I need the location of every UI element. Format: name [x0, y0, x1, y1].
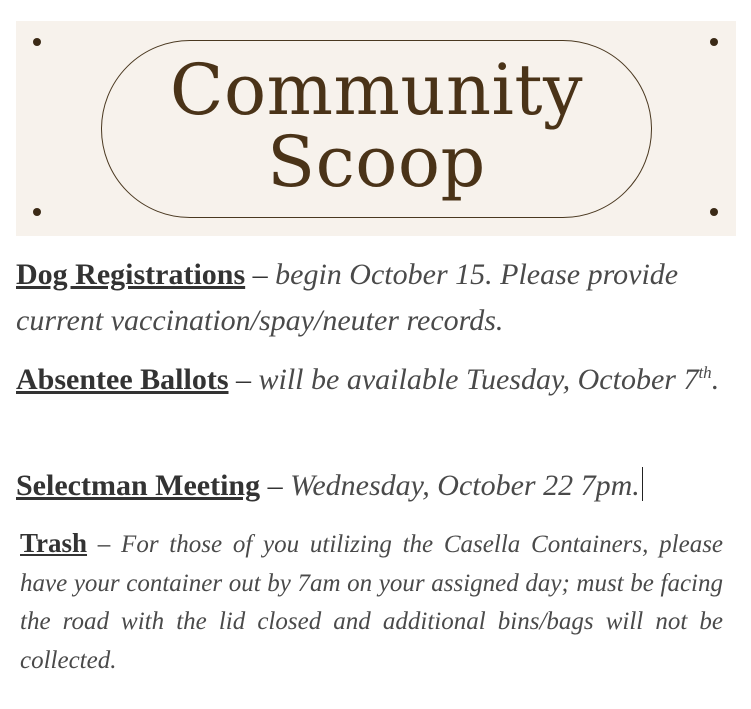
ordinal-suffix: th: [698, 363, 712, 382]
separator-dash: –: [236, 363, 251, 396]
title-banner: [16, 21, 736, 236]
notice-heading: Trash: [20, 528, 88, 558]
separator-dash: –: [97, 531, 111, 558]
notice-text: [259, 363, 720, 396]
separator-dash: –: [252, 258, 268, 291]
notice-trash: [20, 524, 723, 680]
notice-text: begin October 15. Please provide current vaccination/spay/neuter records.: [16, 258, 679, 337]
notice-text-main: will be available Tuesday, October 7: [258, 363, 699, 396]
text-cursor: [642, 467, 643, 501]
notice-text: Wednesday, October 22 7pm.: [290, 469, 640, 502]
corner-dot-icon: [33, 38, 41, 46]
page-title: [101, 49, 652, 203]
notice-absentee-ballots: [16, 357, 726, 403]
notice-heading: Selectman Meeting: [16, 469, 261, 502]
notice-dog-registrations: [16, 252, 726, 344]
notice-text: For those of you utilizing the Casella Containers, please have your container out by 7am on your assigned day; must be facing the road with the lid closed and additional bins/bags will not be collected.: [20, 531, 724, 674]
notice-text-end: .: [711, 363, 720, 396]
title-line-2: Scoop: [267, 121, 486, 203]
corner-dot-icon: [710, 208, 718, 216]
corner-dot-icon: [33, 208, 41, 216]
notice-selectman-meeting: [16, 463, 726, 509]
separator-dash: –: [267, 469, 283, 502]
notice-heading: Absentee Ballots: [16, 363, 229, 396]
title-line-1: Community: [169, 49, 584, 131]
corner-dot-icon: [710, 38, 718, 46]
notice-heading: Dog Registrations: [16, 258, 246, 291]
